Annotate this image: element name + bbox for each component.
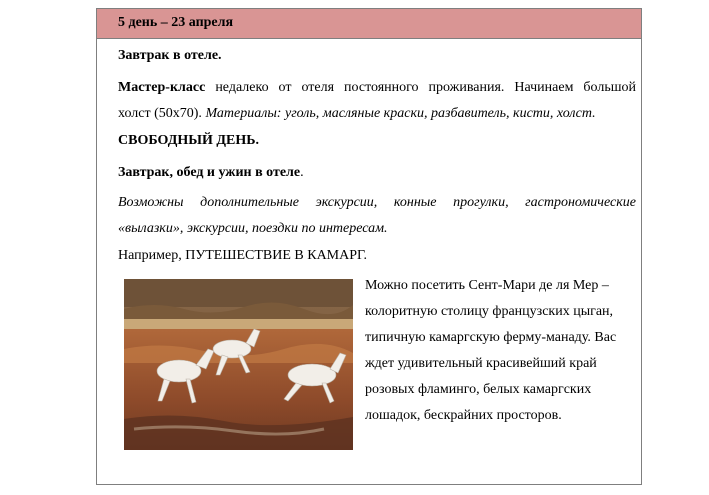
masterclass-label: Мастер-класс: [118, 80, 206, 95]
day-title: 5 день – 23 апреля: [118, 15, 234, 30]
side-line-2: колоритную столицу французских цыган,: [365, 304, 614, 319]
breakfast-paragraph: [118, 43, 636, 69]
meals-text: Завтрак, обед и ужин в отеле: [118, 165, 301, 180]
meals-period: .: [300, 165, 304, 180]
masterclass-line-1: [118, 75, 636, 101]
free-day-text: СВОБОДНЫЙ ДЕНЬ.: [118, 133, 259, 148]
side-line-5: розовых фламинго, белых камаргских: [365, 382, 592, 397]
extras-paragraph: [118, 190, 636, 242]
extras-line-2: «вылазки», экскурсии, поездки по интересам.: [118, 221, 388, 236]
meals-paragraph: [118, 160, 636, 186]
masterclass-desc: недалеко от отеля постоянного проживания. Начинаем большой: [215, 80, 637, 95]
day-header: [97, 9, 641, 39]
example-label: Например,: [118, 248, 182, 263]
day-card: [96, 8, 642, 485]
extras-line-1: Возможны дополнительные экскурсии, конные прогулки, гастрономические: [118, 195, 636, 210]
side-line-3: типичную камаргскую ферму-манаду. Вас: [365, 330, 617, 345]
horses-photo: [124, 279, 353, 450]
side-line-1: Можно посетить Сент-Мари де ля Мер –: [365, 278, 609, 293]
masterclass-paragraph: [118, 75, 636, 127]
camargue-title: ПУТЕШЕСТВИЕ В КАМАРГ.: [185, 248, 368, 263]
materials-text: Материалы: уголь, масляные краски, разбавитель, кисти, холст.: [205, 106, 596, 121]
example-paragraph: [118, 243, 636, 269]
free-day-paragraph: [118, 128, 636, 154]
breakfast-text: Завтрак в отеле.: [118, 48, 222, 63]
side-line-6: лошадок, бескрайних просторов.: [365, 408, 562, 423]
masterclass-line-2: [118, 101, 636, 127]
side-line-4: ждет удивительный красивейший край: [365, 356, 597, 371]
canvas-size: холст (50х70).: [118, 106, 202, 121]
camargue-description: [365, 273, 640, 429]
